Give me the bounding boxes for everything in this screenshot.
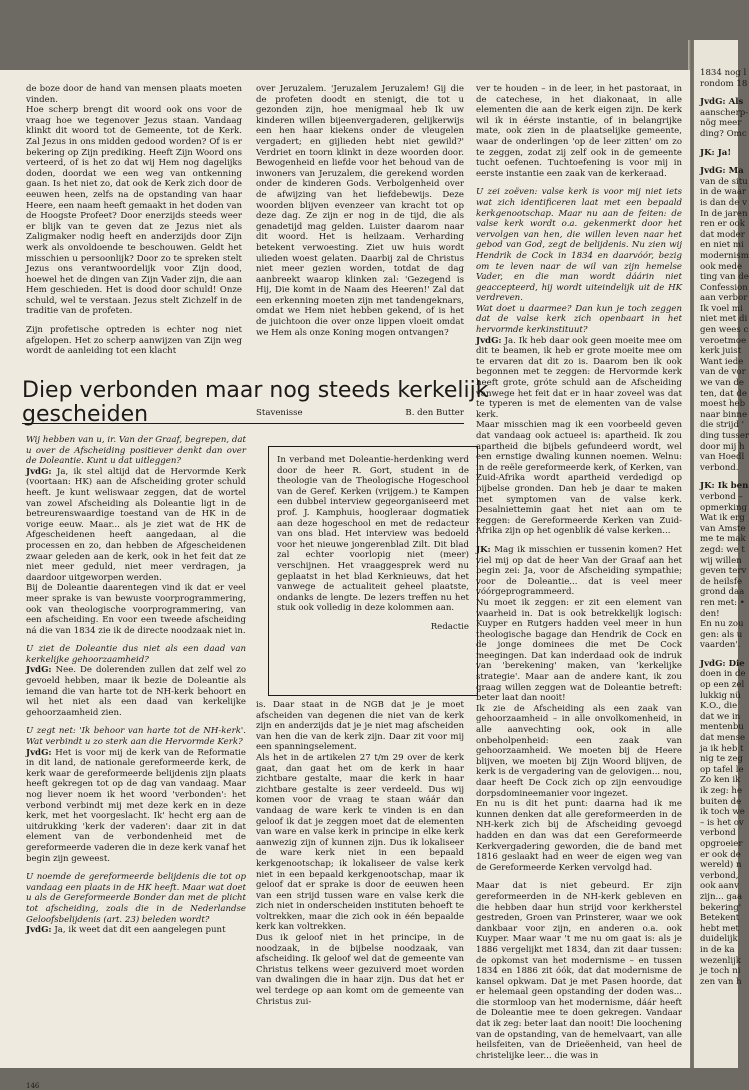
cropped-line: dat mense xyxy=(700,733,746,744)
cropped-line: aan verbor xyxy=(700,293,748,304)
interview-answer xyxy=(26,467,246,584)
cropped-line: in de ka xyxy=(700,944,735,955)
cropped-line: ook mede xyxy=(700,261,743,272)
cropped-line: duidelijk xyxy=(700,934,738,945)
cropped-line: mentenbu xyxy=(700,722,744,733)
cropped-line: ting van de xyxy=(700,272,749,283)
cropped-line: en niet mi xyxy=(700,240,744,251)
cropped-line: door mij h xyxy=(700,441,745,452)
interview-question: U zegt net: 'Ik behoor van harte tot de NH-kerk'. Wat verbindt u zo sterk aan die Hervormde Kerk? xyxy=(26,726,246,748)
cropped-line: ik toch we xyxy=(700,807,745,818)
paragraph: Ik zie de Afscheiding als een zaak van gehoorzaamheid – in alle onvolkomenheid, in alle aanvechting ook, ook in alle onbeholpenheid: een zaak van gehoorzaamheid. We moeten bij de Heere blijven, we moeten bij Zijn Woord blijven, de kerk is de vergadering van de gelovigen... nou, daar heeft De Cock zich op zijn eenvoudige dorpsdomineemanier voor ingezet. xyxy=(476,703,682,799)
line-gap xyxy=(700,140,738,148)
cropped-line: ja ik heb t xyxy=(700,743,744,754)
cropped-line: op een zel xyxy=(700,680,745,691)
cropped-line: wij willen xyxy=(700,555,742,566)
cropped-line: niet met di xyxy=(700,314,748,325)
cropped-line: ren er ook xyxy=(700,219,745,230)
speaker-label: JvdG: xyxy=(26,466,52,477)
article-headline: Diep verbonden maar nog steeds kerkelijk gescheiden xyxy=(22,378,489,427)
speaker-label: JvdG: xyxy=(26,665,52,676)
interview-answer xyxy=(476,545,682,598)
cropped-line: JK: Ja! xyxy=(700,147,732,158)
cropped-line: Wat ik erg xyxy=(700,513,745,524)
paragraph: Als het in de artikelen 27 t/m 29 over de kerk gaat, dan gaat het om de kerk in haar zichtbare gestalte, maar die kerk in haar zichtbare gestalte is zeer verdeeld. Dus wij komen voor de vraag te staan wáár dan vandaag de ware kerk te vinden is en dan geloof ik dat je zeggen moet dat de elementen van ware en valse kerk in principe in elke kerk aanwezig zijn of kunnen zijn. Dus ik lokaliseer de ware kerk niet in een bepaald kerkgenootschap; ik lokaliseer de valse kerk niet in een bepaald kerkgenootschap, maar ik geloof dat er sprake is door de eeuwen heen van een strijd tussen ware en valse kerk die zich niet in onderscheiden instituten behoeft te voltrekken, maar die zich ook in één bepaalde kerk kan voltrekken. xyxy=(256,752,464,933)
cropped-line: zijn... gaa xyxy=(700,891,743,902)
cropped-line: dat we in xyxy=(700,711,741,722)
interview-question: U zei zoëven: valse kerk is voor mij niet iets wat zich identificeren laat met een bepaald kerkgenootschap. Maar nu aan de feiten: de valse kerk wordt o.a. gekenmerkt door het vervolgen van hen, die willen leven naar het gebod van God, zegt de belijdenis. Nu zien wij Hendrik de Cock in 1834 en daarvóór, bezig om te leven naar de wil van zijn hemelse Vader, en die man wordt dáárin niet geaccepteerd, hij wordt uiteindelijk uit de HK verdreven. xyxy=(476,187,682,304)
cropped-line: rondom 18 xyxy=(700,78,748,89)
cropped-line: je toch ni xyxy=(700,966,741,977)
cropped-line: we van de xyxy=(700,378,745,389)
paragraph: Bij de Doleantie daarentegen vind ik dat er veel meer sprake is van bewuste voorprogrammering, ook van theologische voorprogrammering, van een afscheiding. En voor een tweede afscheiding ná die van 1834 zie ik de directe noodzaak niet in. xyxy=(26,583,246,636)
cropped-line: gen: als u xyxy=(700,629,743,640)
cropped-line: van de vor xyxy=(700,367,746,378)
cropped-line: de heilsfe xyxy=(700,576,743,587)
line-gap xyxy=(700,473,738,481)
paragraph: over Jeruzalem. 'Jeruzalem Jeruzalem! Gij die de profeten doodt en stenigt, die tot u gezonden zijn, hoe menigmaal heb Ik uw kinderen willen bijeenvergaderen, gelijkerwijs een hen haar kiekens onder de vleugelen vergadert; en gijlieden hebt niet gewild?' Verdriet en toorn klinkt in deze woorden door. Bewogenheid en liefde voor het behoud van de inwoners van Jeruzalem, die gerekend worden onder de kinderen Gods. Verbolgenheid over de afwijzing van het liefdebewijs. Deze woorden blijven evenzeer van kracht tot op deze dag. Ze zijn er nog in de tijd, die als genadetijd mag gelden. Luister daarom naar dit woord. Het is heilzaam. Verharding betekent verwoesting. Ziet uw huis wordt ulieden woest gelaten. Daarbij zal de Christus niet meer gezien worden, totdat de dag aanbreekt waarop klinken zal: 'Gezegend is Hij, Die komt in de Naam des Heeren!' Zal dat een erkenning moeten zijn met tandengeknars, omdat we Hem niet hebben gekend, of is het de juichtoon die over onze lippen vloeit omdat we Hem als onze Koning mogen ontvangen? xyxy=(256,84,464,338)
cropped-line: – is het ov xyxy=(700,817,744,828)
answer-text: Ja. Ik heb daar ook geen moeite mee om dit te beamen, ik heb er grote moeite mee om te ervaren dat dit zo is. Daarom ben ik ook begonnen met te zeggen: de Hervormde kerk heeft grote, gróte schuld aan de Afscheiding vanwege het feit dat er in haar zoveel was dat te typeren is met de elementen van de valse kerk. xyxy=(476,335,682,420)
cropped-line: K.O., die xyxy=(700,701,738,712)
interview-answer xyxy=(26,665,246,718)
cropped-line: naar binne xyxy=(700,409,748,420)
cropped-line: nög meer xyxy=(700,118,742,129)
interview-answer xyxy=(26,748,246,865)
article-column-3 xyxy=(476,84,682,1061)
interview-question: U ziet de Doleantie dus niet als een daad van kerkelijke gehoorzaamheid? xyxy=(26,644,246,665)
cropped-line: Confession xyxy=(700,282,748,293)
cropped-line: Zo ken ik xyxy=(700,775,741,786)
page-number: 146 xyxy=(26,1082,40,1090)
speaker-label: JvdG: xyxy=(26,925,52,936)
paragraph: Dus ik geloof niet in het principe, in de noodzaak, in de bijbelse noodzaak, van afscheiding. Ik geloof wel dat de gemeente van Christus telkens weer gezuiverd moet worden van dwalingen die in haar zijn. Dus dat het er wel terdege op aan komt om de gemeente van Christus zui- xyxy=(256,933,464,1007)
answer-text: Nee. De dolerenden zullen dat zelf wel zo gevoeld hebben, maar ik bezie de Doleantie als iemand die van harte tot de NH-kerk behoort en wil het niet als een daad van kerkelijke gehoorzaamheid zien. xyxy=(26,665,246,718)
previous-article-column-2 xyxy=(256,84,464,384)
cropped-line: ten, dat de xyxy=(700,388,747,399)
cropped-line: geven terv xyxy=(700,566,747,577)
cropped-line: wezenlijk xyxy=(700,955,741,966)
cropped-line: JvdG: Als xyxy=(700,97,744,108)
cropped-line: kerk juist xyxy=(700,346,742,357)
paragraph: Maar misschien mag ik een voorbeeld geven dat vandaag ook actueel is: apartheid. Ik zou apartheid die bijbels gefundeerd wordt, wel een ernstige dwaling kunnen noemen. Welnu: in de reële gereformeerde kerk, of Kerken, van Zuid-Afrika wordt apartheid verdedigd op bijbelse gronden. Dan heb je daar te maken met symptomen van de valse kerk. Desalniettemin gaat het niet aan om te zeggen: de Gereformeerde Kerken van Zuid-Afrika zijn op het ogenblik dé valse kerken... xyxy=(476,420,682,537)
paragraph: Maar dat is niet gebeurd. Er zijn gereformeerden in de NH-kerk gebleven en die hebben daar hun strijd voor kerkherstel gestreden, Groen van Prinsterer, waar we ook dankbaar voor zijn, en anderen o.a. ook Kuyper. Maar waar 't me nu om gaat is: als je 1886 vergelijkt met 1834, dan zit daar tussen: de opkomst van het modernisme – en tussen 1834 en 1886 zit óók, dat dat modernisme de kansel opkwam. Dat je met Pasen hoorde, dat er helemaal geen opstanding der doden was... die stormloop van het modernisme, dáár heeft de Doleantie mee te doen gekregen. Vandaar dat ik zeg: beter laat dan nooit! Die loochening van de opstanding, van de hemelvaart, van alle heilsfeiten, van de Drieëenheid, van heel de christelijke leer... die was in xyxy=(476,881,682,1061)
cropped-line: lukkig nü xyxy=(700,690,741,701)
cropped-line: 1834 nog l xyxy=(700,68,747,78)
interview-answer xyxy=(26,925,246,936)
signoff-place: Stavenisse xyxy=(256,408,303,418)
answer-text: Mag ik misschien er tussenin komen? Het viel mij op dat de heer Van der Graaf aan het begin zei: Ja, voor de Afscheiding sympathie; voor de Doleantie... dat is veel meer vóórgeprogrammeerd. xyxy=(476,544,682,598)
cropped-line: verbond, xyxy=(700,870,739,881)
cropped-line: ren met: • xyxy=(700,597,745,608)
cropped-line: bekering' xyxy=(700,902,742,913)
paragraph: ver te houden – in de leer, in het pastoraat, in de catechese, in het diakonaat, in alle elementen die aan de kerk eigen zijn. De kerk wil ik in éérste instantie, of in belangrijke mate, ook zien in de plaatselijke gemeente, waar de onderlingen 'op de leer zitten' om zo te zeggen, zodat zij zelf ook in de gemeente tucht oefenen. Tuchtoefening is voor mij in eerste instantie een zaak van de kerkeraad. xyxy=(476,84,682,179)
cropped-line: is dan de v xyxy=(700,197,747,208)
cropped-line: ook aanv xyxy=(700,881,739,892)
cropped-line: ik zeg: he xyxy=(700,786,743,796)
cropped-line: zegd: we t xyxy=(700,544,745,555)
answer-text: Ja, ik weet dat dit een aangelegen punt xyxy=(51,925,226,936)
line-gap xyxy=(700,651,738,659)
editorial-note-box xyxy=(268,446,478,696)
line-gap xyxy=(700,158,738,166)
cropped-line: ding? Omc xyxy=(700,128,747,139)
speaker-label: JvdG: xyxy=(26,747,52,758)
cropped-line: Betekent xyxy=(700,913,740,924)
answer-text: Het is voor mij de kerk van de Reformatie in dit land, de nationale gereformeerde kerk, de kerk waar de gereformeerde belijdenis zijn plaats heeft gekregen tot op de dag van vandaag. Maar nog liever noem ik het woord 'verbonden': het verbond verbindt mij met deze kerk en in deze kerk, met het voorgeslacht. Ik' hecht erg aan de uitdrukking 'kerk der vaderen': daar zit in dat element van de verbondenheid met de gereformeerde vaderen die in deze kerk vanaf het begin zijn geweest. xyxy=(26,747,246,864)
cropped-line: opgroeier xyxy=(700,838,743,849)
speaker-label: JK: xyxy=(476,544,491,555)
paragraph: de boze door de hand van mensen plaats moeten vinden. xyxy=(26,84,242,105)
cropped-line: Ik voel mi xyxy=(700,303,743,314)
article-column-1 xyxy=(26,435,246,1047)
cropped-line: verbond. xyxy=(700,462,739,473)
cropped-line: grond daa xyxy=(700,587,745,598)
interview-intro: Wij hebben van u, ir. Van der Graaf, begrepen, dat u over de Afscheiding positiever denkt dan over de Doleantie. Kunt u dat uitleggen? xyxy=(26,435,246,467)
cropped-line: van Hoedl xyxy=(700,452,745,463)
cropped-line: In de jaren xyxy=(700,208,748,219)
cropped-line: zen van h xyxy=(700,976,742,987)
line-gap xyxy=(700,89,738,97)
cropped-line: me te mak xyxy=(700,534,746,545)
article-column-2 xyxy=(256,700,464,1050)
cropped-line: vaarden'. xyxy=(700,640,741,651)
editorial-note-signature: Redactie xyxy=(430,621,469,632)
paragraph: Hoe scherp brengt dit woord ook ons voor de vraag hoe we tegenover Jezus staan. Vandaag klinkt dit woord tot de Gemeente, tot de Kerk. Zal Jezus in ons midden gedood worden? Of is er bekering op Zijn prediking. Heeft Zijn Woord ons verteerd, of is het zo dat wij Hem nog dagelijks doden, doordat we een weg van ontkenning gaan. Is het niet zo, dat ook de Kerk zich door de eeuwen heen, zelfs na de opstanding van haar Heere, een naam heeft gemaakt in het doden van de Hoogste Profeet? Door enerzijds steeds weer er blijk van te geven dat ze Jezus niet als Zaligmaker nodig heeft en anderzijds door Zijn werk als onvoldoende te beschouwen. Geldt het misschien u persoonlijk? Door zo te spreken stelt Jezus ons verantwoordelijk voor Zijn dood, hoewel het de dingen van Zijn Vader zijn, die aan Hem geschieden. Het is dood door schuld! Onze schuld, wel te verstaan. Jezus stelt Zichzelf in de traditie van de profeten. xyxy=(26,105,242,317)
cropped-line: van Amste xyxy=(700,523,746,534)
interview-question: U noemde de gereformeerde belijdenis die tot op vandaag een plaats in de HK heeft. Maar wat doet u als de Gereformeerde Bonder dan met de plicht tot afscheiding, zoals die in de Nederlandse Geloofsbelijdenis (art. 23) beleden wordt? xyxy=(26,872,246,925)
cropped-line: modernism xyxy=(700,250,749,261)
speaker-label: JvdG: xyxy=(476,335,502,346)
cropped-line: opmerking xyxy=(700,502,748,513)
cropped-line: JvdG: Ma xyxy=(700,166,744,177)
cropped-line: verbond – xyxy=(700,491,743,502)
interview-question: Wat doet u daarmee? Dan kun je toch zeggen dat de valse kerk zich openbaart in het hervormde kerkinstituut? xyxy=(476,303,682,336)
paragraph: Nu moet ik zeggen: er zit een element van waarheid in. Dat is ook betrekkelijk logisch: Kuyper en Rutgers hadden veel meer in hun theologische bagage dan Hendrik de Cock en de jonge dominees die met De Cock meegingen. Dat kan inderdaad ook de indruk van 'berekening' maken, van 'kerkelijke strategie'. Maar aan de andere kant, ik zou graag willen zeggen wat de Doleantie betreft: beter laat dan nooit! xyxy=(476,597,682,704)
next-page-edge xyxy=(694,40,749,1068)
cropped-line: JK: Ik ben xyxy=(700,481,749,492)
cropped-line: verbond xyxy=(700,828,736,839)
next-page-cropped-text xyxy=(694,40,749,987)
page-146 xyxy=(0,70,690,1090)
previous-article-column-1 xyxy=(26,84,242,424)
interview-answer xyxy=(476,336,682,421)
cropped-line: van de situ xyxy=(700,176,748,187)
cropped-line: veroetmoe xyxy=(700,335,747,346)
paragraph: En nu is dit het punt: daarna had ik me kunnen denken dat alle gereformeerden in de NH-kerk zich bij de Afscheiding gevoegd hadden en dan was dat een Gereformeerde Kerkvergadering geworden, die de band met 1816 geslaakt had en weer de eigen weg van de Gereformeerde Kerken vervolgd had. xyxy=(476,799,682,873)
cropped-line: En nu zou xyxy=(700,619,744,630)
cropped-line: in de waar xyxy=(700,187,747,198)
editorial-note-text: In verband met Doleantie-herdenking werd door de heer R. Gort, student in de theologie van de Theologische Hogeschool van de Geref. Kerken (vrijgem.) te Kampen een dubbel interview gegeorganiseerd met prof. J. Kamphuis, hoogleraar dogmatiek aan deze hogeschool en met de redacteur van ons blad. Het interview was bedoeld voor het nieuwe jongerenblad Zilt. Dit blad zal echter voorlopig niet (meer) verschijnen. Het vraaggesprek werd nu geplaatst in het blad Kerknieuws, dat het vanwege de actualiteit geheel plaatste, ondanks de lengte. De lezers treffen nu het stuk ook volledig in deze kolommen aan. xyxy=(277,455,469,614)
cropped-line: moest heb xyxy=(700,399,746,410)
cropped-line: ding tusser xyxy=(700,431,749,441)
cropped-line: op tafel le xyxy=(700,764,744,775)
answer-text: Ja, ik stel altijd dat de Hervormde Kerk (voortaan: HK) aan de Afscheiding groter schuld heeft. Je kunt weliswaar zeggen, dat de wortel van zowel Afscheiding als Doleantie ligt in de betreurenswaardige toestand van de HK in de vorige eeuw. Maar... als je ziet wat de HK de Afgescheidenen heeft aangedaan, al die processen en zo, dan hebben de Afgescheidenen zwaar geleden aan de kerk, ook in het feit dat ze niet meer geduld, niet meer verdragen, ja daardoor uitgeworpen werden. xyxy=(26,466,246,583)
paragraph: Zijn profetische optreden is echter nog niet afgelopen. Het zo scherp aanwijzen van Zijn weg wordt de aanleiding tot een klacht xyxy=(26,325,242,357)
cropped-line: hebt met xyxy=(700,923,739,934)
cropped-line: wereld) n xyxy=(700,860,742,871)
cropped-line: nig te zeg xyxy=(700,754,743,765)
cropped-line: doen in de xyxy=(700,669,746,680)
cropped-line: aanscherp- xyxy=(700,107,749,118)
signoff-author: B. den Butter xyxy=(405,408,464,418)
cropped-line: JvdG: Die xyxy=(700,658,745,669)
cropped-line: gen wees c xyxy=(700,325,749,336)
paragraph: is. Daar staat in de NGB dat je je moet afscheiden van degenen die niet van de kerk zijn en anderzijds dat je je niet mag afscheiden van hen die van de kerk zijn. Daar zit voor mij een spanningselement. xyxy=(256,700,464,753)
cropped-line: buiten de xyxy=(700,796,742,807)
cropped-line: er ook de xyxy=(700,849,741,860)
cropped-line: dat moder xyxy=(700,229,745,240)
cropped-line: Want iede xyxy=(700,356,744,367)
cropped-line: die strijd ' xyxy=(700,420,745,431)
cropped-line: den! xyxy=(700,608,720,619)
